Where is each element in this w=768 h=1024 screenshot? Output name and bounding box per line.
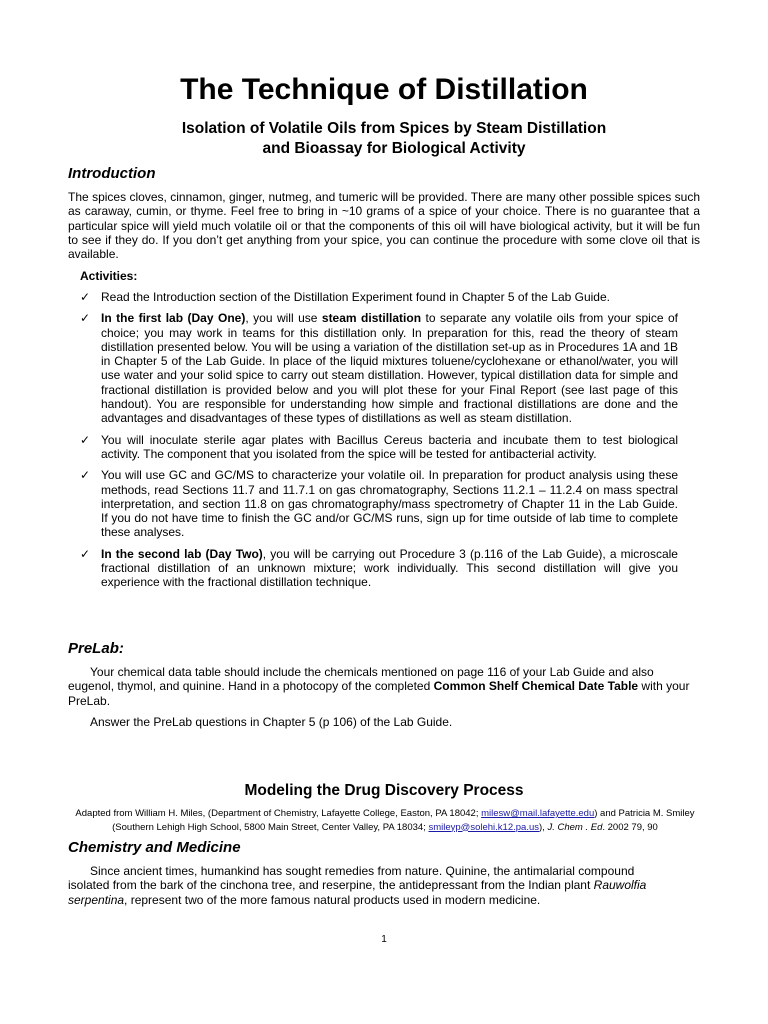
journal-name: J. Chem . Ed — [547, 821, 603, 833]
activity-text: , you will be carrying out Procedure 3 (p.116 of the Lab Guide), a microscale fractional distillation of an unknown mixture; work individually. This second distillation will give you experience with the fractional distillation technique. — [101, 546, 678, 590]
activity-emphasis: In the second lab (Day Two) — [101, 546, 263, 561]
activity-text: You will use GC and GC/MS to characterize your volatile oil. In preparation for product analysis using these methods, read Sections 11.7 and 11.7.1 on gas chromatography, Sections 11.2.1 – 11.2.4 on mass spectral interpretation, and section 11.8 on gas chromatography/mass spectrometry of Chapter 11 in the Lab Guide. If you do not have time to finish the GC and/or GC/MS runs, sign up for time outside of lab time to complete these analyses. — [101, 468, 678, 540]
activity-item — [80, 290, 678, 304]
activities-list — [80, 290, 678, 597]
activity-text: to separate any volatile oils from your spice of choice; you may work in teams for this distillation only. In preparation for this, read the theory of steam distillation presented below. You will be using a variation of the distillation set-up as in Procedures 1A and 1B in Chapter 5 of the Lab Guide. In place of the liquid mixtures toluene/cyclohexane or ethanol/water, you will use water and your solid spice to carry out steam distillation. However, typical distillation data for simple and fractional distillation is provided below and you will plot these for your Final Report (see last page of this handout). You are responsible for understanding how simple and fractional distillations are done and the advantages and disadvantages of these types of distillations as well as steam distillation. — [101, 311, 678, 426]
prelab-paragraph — [68, 665, 700, 708]
activity-text: , you will use — [245, 311, 322, 326]
activity-emphasis: In the first lab (Day One) — [101, 311, 246, 326]
chemistry-text: , represent two of the more famous natural products used in modern medicine. — [124, 892, 541, 907]
chemistry-paragraph — [68, 864, 668, 907]
checkmark-icon: ✓ — [80, 432, 91, 447]
subtitle-line-2: and Bioassay for Biological Activity — [262, 140, 526, 157]
activity-text: You will inoculate sterile agar plates with Bacillus Cereus bacteria and incubate them to test biological activity. The component that you isolated from the spice will be tested for antibacterial activity. — [101, 432, 678, 461]
prelab-emphasis: Common Shelf Chemical Date Table — [433, 679, 639, 694]
drug-discovery-heading: Modeling the Drug Discovery Process — [244, 782, 524, 799]
chemistry-text: Since ancient times, humankind has sought remedies from nature. Quinine, the antimalarial compound isolated from the bark of the cinchona tree, and reserpine, the antidepressant from the Indian plant — [68, 864, 635, 893]
subtitle-line-1: Isolation of Volatile Oils from Spices by Steam Distillation — [181, 120, 607, 137]
attribution-text: Adapted from William H. Miles, (Department of Chemistry, Lafayette College, Easton, PA 18042; — [75, 808, 482, 819]
attribution-text: ) and Patricia M. Smiley (Southern Lehigh High School, 5800 Main Street, Center Valley, PA 18034; — [112, 808, 695, 833]
prelab-questions: Answer the PreLab questions in Chapter 5 (p 106) of the Lab Guide. — [90, 715, 453, 729]
checkmark-icon: ✓ — [80, 311, 91, 326]
activity-item — [80, 547, 678, 590]
chemistry-heading: Chemistry and Medicine — [68, 839, 241, 856]
prelab-heading: PreLab: — [68, 640, 124, 657]
activity-item — [80, 433, 678, 462]
prelab-text: with your PreLab. — [68, 679, 690, 708]
introduction-heading: Introduction — [68, 165, 156, 182]
activities-label: Activities: — [80, 269, 138, 283]
page-title: The Technique of Distillation — [180, 73, 588, 106]
checkmark-icon: ✓ — [80, 468, 91, 483]
checkmark-icon: ✓ — [80, 290, 91, 304]
activity-text: Read the Introduction section of the Distillation Experiment found in Chapter 5 of the Lab Guide. — [101, 290, 610, 304]
species-name: Rauwolfia serpentina — [68, 878, 647, 907]
email-link-smiley[interactable]: smileyp@solehi.k12.pa.us — [428, 821, 539, 833]
email-link-miles[interactable]: milesw@mail.lafayette.edu — [481, 808, 595, 819]
page-number: 1 — [381, 934, 387, 945]
checkmark-icon: ✓ — [80, 546, 91, 561]
activity-item — [80, 468, 678, 539]
attribution — [70, 807, 700, 834]
attribution-text: ), — [539, 821, 548, 833]
subtitle — [0, 119, 768, 159]
attribution-text: . 2002 79, 90 — [602, 821, 658, 833]
introduction-paragraph: The spices cloves, cinnamon, ginger, nutmeg, and tumeric will be provided. There are many other possible spices such as caraway, cumin, or thyme. Feel free to bring in ~10 grams of a spice of your choice. There is no guarantee that a particular spice will yield much volatile oil or that the components of this oil will have biological activity, but it will be fun to see if they do. If you don’t get anything from your spice, you can continue the procedure with some clove oil that is available. — [68, 190, 700, 262]
activity-emphasis: steam distillation — [321, 311, 422, 326]
prelab-text: Your chemical data table should include the chemicals mentioned on page 116 of your Lab Guide and also eugenol, thymol, and quinine. Hand in a photocopy of the completed — [68, 665, 654, 694]
activity-item — [80, 311, 678, 425]
